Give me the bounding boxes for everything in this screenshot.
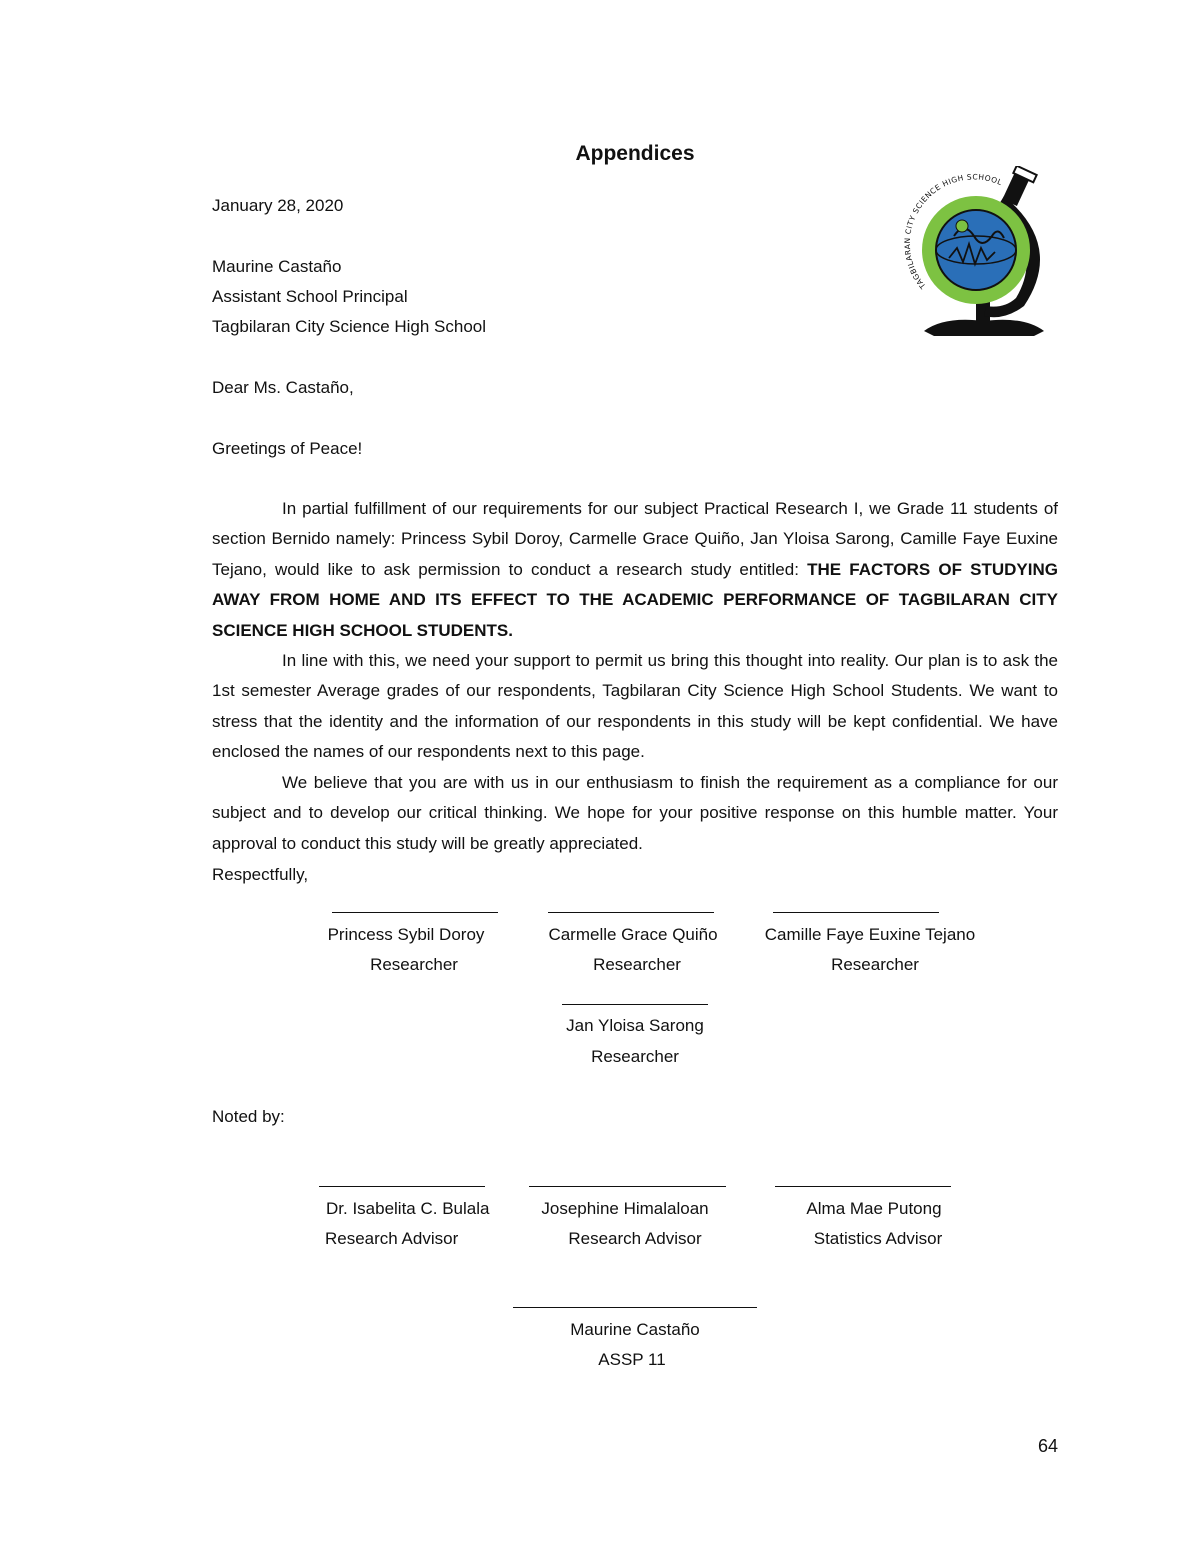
page-number: 64 [1037, 1436, 1058, 1456]
noted-by-label: Noted by: [212, 1107, 285, 1126]
advisor-name: Alma Mae Putong [806, 1199, 942, 1218]
signature-line [513, 1307, 757, 1308]
recipient-school: Tagbilaran City Science High School [212, 317, 487, 336]
signature-line [773, 912, 939, 913]
body-paragraph-1-text: In partial fulfillment of our requirements for our subject Practical Research I, we Grade 11 students of section Bernido namely: Princess Sybil Doroy, Carmelle Grace Quiño, Jan Yloisa Sarong, Camille Faye Euxine Tejano, would like to ask permission to conduct a research study entitled: [212, 499, 1058, 579]
recipient-position: Assistant School Principal [212, 287, 408, 306]
researcher-name: Camille Faye Euxine Tejano [764, 925, 976, 944]
signature-line [529, 1186, 726, 1187]
body-paragraph-1 [212, 494, 1058, 646]
signature-line [319, 1186, 485, 1187]
signature-line [332, 912, 498, 913]
closing: Respectfully, [212, 865, 309, 884]
researcher-role: Researcher [831, 955, 919, 974]
advisor-name: Dr. Isabelita C. Bulala [326, 1199, 490, 1218]
signature-line [775, 1186, 951, 1187]
researcher-role: Researcher [370, 955, 458, 974]
body-paragraph-3 [212, 768, 1058, 859]
final-signatory-role: ASSP 11 [598, 1350, 666, 1369]
advisor-role: Research Advisor [325, 1229, 459, 1248]
salutation: Dear Ms. Castaño, [212, 378, 354, 397]
signature-line [548, 912, 714, 913]
school-seal-logo [904, 166, 1064, 346]
researcher-name: Princess Sybil Doroy [327, 925, 485, 944]
letter-date: January 28, 2020 [212, 196, 344, 215]
school-seal-globe-icon [904, 166, 1064, 346]
body-paragraph-3-text: We believe that you are with us in our enthusiasm to finish the requirement as a compliance for our subject and to develop our critical thinking. We hope for your positive response on this humble matter. Your approval to conduct this study will be greatly appreciated. [212, 773, 1058, 853]
research-title: THE FACTORS OF STUDYING AWAY FROM HOME AND ITS EFFECT TO THE ACADEMIC PERFORMANCE OF TAGBILARAN CITY SCIENCE HIGH SCHOOL STUDENTS. [212, 559, 1058, 640]
researcher-role: Researcher [591, 1047, 679, 1066]
researcher-role: Researcher [593, 955, 681, 974]
body-paragraph-2-text: In line with this, we need your support to permit us bring this thought into reality. Our plan is to ask the 1st semester Average grades of our respondents, Tagbilaran City Science High School Students. We want to stress that the identity and the information of our respondents in this study will be kept confidential. We have enclosed the names of our respondents next to this page. [212, 651, 1058, 762]
advisor-name: Josephine Himalaloan [541, 1199, 709, 1218]
seal-ring-text: TAGBILAR CITY SCIENCE HIGH SCHOOL [904, 172, 1004, 291]
recipient-name: Maurine Castaño [212, 257, 342, 276]
advisor-role: Research Advisor [568, 1229, 702, 1248]
body-paragraph-2 [212, 646, 1058, 768]
final-signatory-name: Maurine Castaño [570, 1320, 700, 1339]
researcher-name: Jan Yloisa Sarong [566, 1016, 704, 1035]
greeting: Greetings of Peace! [212, 439, 363, 458]
page-title: Appendices [575, 142, 695, 165]
signature-line [562, 1004, 708, 1005]
advisor-role: Statistics Advisor [813, 1229, 943, 1248]
researcher-name: Carmelle Grace Quiño [548, 925, 718, 944]
